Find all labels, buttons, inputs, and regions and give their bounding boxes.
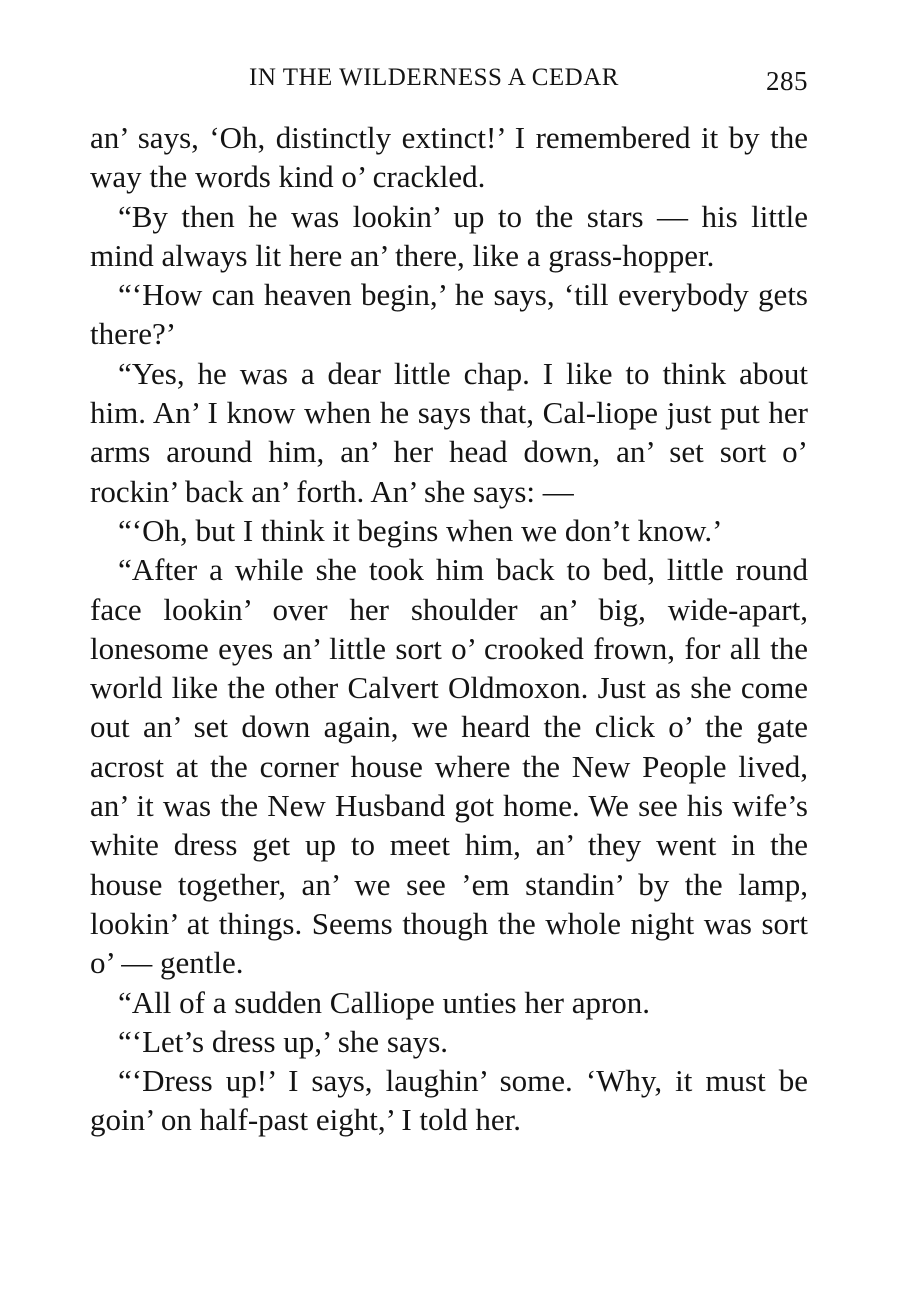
paragraph: “‘Dress up!’ I says, laughin’ some. ‘Why, it must be goin’ on half-past eight,’ I told her. xyxy=(90,1063,808,1138)
paragraph: “After a while she took him back to bed, little round face lookin’ over her shoulder an’ big, wide-apart, lonesome eyes an’ little sort o’ crooked frown, for all the world like the other Calvert Oldmoxon. Just as she come out an’ set down again, we heard the click o’ the gate acrost at the corner house where the New People lived, an’ it was the New Husband got home. We see his wife’s white dress get up to meet him, an’ they went in the house together, an’ we see ’em standin’ by the lamp, lookin’ at things. Seems though the whole night was sort o’ — gentle. xyxy=(90,552,808,981)
page-number: 285 xyxy=(766,66,808,96)
paragraph: “All of a sudden Calliope unties her apron. xyxy=(118,984,651,1020)
running-head xyxy=(90,60,808,104)
paragraph: “‘Oh, but I think it begins when we don’t know.’ xyxy=(118,512,723,548)
book-page xyxy=(90,60,808,1140)
paragraph: “‘How can heaven begin,’ he says, ‘till everybody gets there?’ xyxy=(90,277,808,352)
paragraph: “By then he was lookin’ up to the stars — his little mind always lit here an’ there, like a grass-hopper. xyxy=(90,198,808,273)
paragraph: “Yes, he was a dear little chap. I like to think about him. An’ I know when he says that, Cal-liope just put her arms around him, an’ her head down, an’ set sort o’ rockin’ back an’ forth. An’ she says: — xyxy=(90,355,808,509)
running-title: IN THE WILDERNESS A CEDAR xyxy=(249,64,619,91)
paragraph: an’ says, ‘Oh, distinctly extinct!’ I remembered it by the way the words kind o’ crackled. xyxy=(90,120,808,195)
paragraph: “‘Let’s dress up,’ she says. xyxy=(118,1023,449,1059)
body-text xyxy=(90,118,808,1140)
